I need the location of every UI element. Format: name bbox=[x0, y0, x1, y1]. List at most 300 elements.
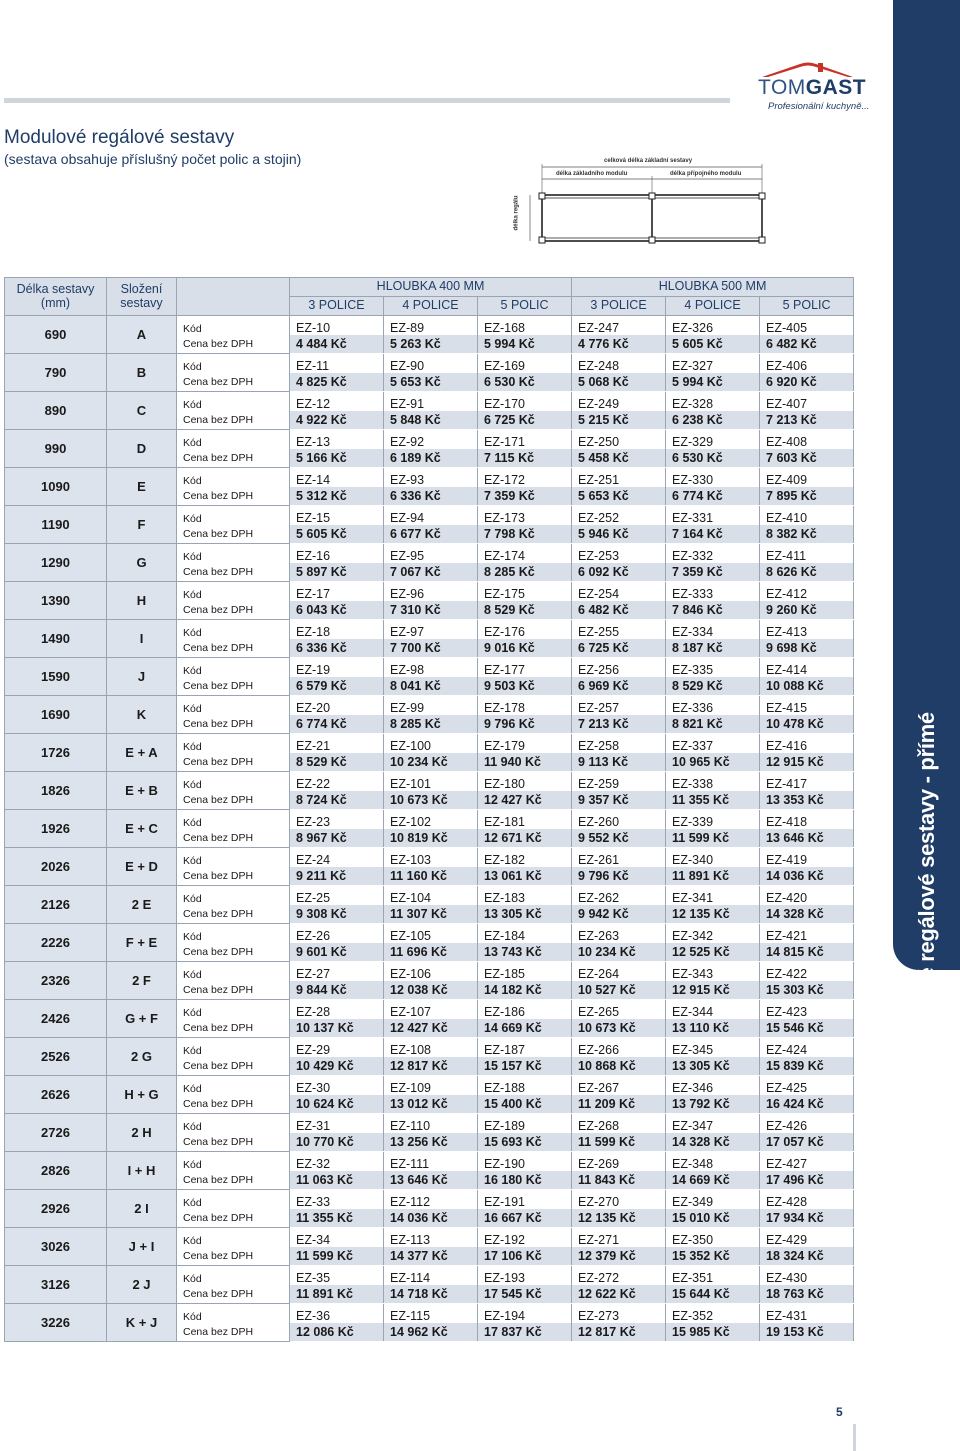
header-row-groups bbox=[5, 278, 854, 297]
price-cell: 14 328 Kč bbox=[760, 905, 854, 924]
code-label: Kód bbox=[177, 544, 290, 563]
price-cell: 9 942 Kč bbox=[572, 905, 666, 924]
code-cell: EZ-17 bbox=[290, 582, 384, 601]
table-row bbox=[5, 734, 854, 753]
code-cell: EZ-111 bbox=[384, 1152, 478, 1171]
price-label: Cena bez DPH bbox=[177, 753, 290, 772]
code-cell: EZ-411 bbox=[760, 544, 854, 563]
price-cell: 6 092 Kč bbox=[572, 563, 666, 582]
price-cell: 10 624 Kč bbox=[290, 1095, 384, 1114]
code-cell: EZ-265 bbox=[572, 1000, 666, 1019]
price-label: Cena bez DPH bbox=[177, 411, 290, 430]
price-cell: 5 215 Kč bbox=[572, 411, 666, 430]
code-cell: EZ-106 bbox=[384, 962, 478, 981]
diagram-base-label: délka základního modulu bbox=[556, 171, 628, 177]
code-cell: EZ-405 bbox=[760, 316, 854, 335]
price-cell: 6 920 Kč bbox=[760, 373, 854, 392]
code-cell: EZ-425 bbox=[760, 1076, 854, 1095]
code-cell: EZ-416 bbox=[760, 734, 854, 753]
price-cell: 15 985 Kč bbox=[666, 1323, 760, 1342]
table-row bbox=[5, 544, 854, 563]
price-cell: 14 036 Kč bbox=[384, 1209, 478, 1228]
price-cell: 15 693 Kč bbox=[478, 1133, 572, 1152]
length-cell: 790 bbox=[5, 354, 107, 392]
code-cell: EZ-29 bbox=[290, 1038, 384, 1057]
price-label: Cena bez DPH bbox=[177, 867, 290, 886]
table-row bbox=[5, 924, 854, 943]
price-cell: 9 503 Kč bbox=[478, 677, 572, 696]
code-cell: EZ-327 bbox=[666, 354, 760, 373]
code-cell: EZ-110 bbox=[384, 1114, 478, 1133]
code-cell: EZ-102 bbox=[384, 810, 478, 829]
code-cell: EZ-419 bbox=[760, 848, 854, 867]
price-cell: 6 774 Kč bbox=[290, 715, 384, 734]
sidebar-title: Modulové regálové sestavy - přímé bbox=[913, 712, 939, 1068]
header-shelf-count: 4 POLICE bbox=[666, 297, 760, 316]
code-cell: EZ-273 bbox=[572, 1304, 666, 1323]
price-cell: 5 458 Kč bbox=[572, 449, 666, 468]
code-cell: EZ-98 bbox=[384, 658, 478, 677]
code-label: Kód bbox=[177, 772, 290, 791]
code-cell: EZ-409 bbox=[760, 468, 854, 487]
code-cell: EZ-326 bbox=[666, 316, 760, 335]
price-cell: 10 770 Kč bbox=[290, 1133, 384, 1152]
code-cell: EZ-335 bbox=[666, 658, 760, 677]
price-cell: 12 427 Kč bbox=[384, 1019, 478, 1038]
price-cell: 6 579 Kč bbox=[290, 677, 384, 696]
price-cell: 13 305 Kč bbox=[666, 1057, 760, 1076]
composition-cell: G + F bbox=[107, 1000, 177, 1038]
price-cell: 6 043 Kč bbox=[290, 601, 384, 620]
price-cell: 10 234 Kč bbox=[384, 753, 478, 772]
table-row bbox=[5, 1114, 854, 1133]
code-cell: EZ-268 bbox=[572, 1114, 666, 1133]
code-cell: EZ-427 bbox=[760, 1152, 854, 1171]
price-label: Cena bez DPH bbox=[177, 1095, 290, 1114]
code-cell: EZ-22 bbox=[290, 772, 384, 791]
code-cell: EZ-414 bbox=[760, 658, 854, 677]
table-row bbox=[5, 430, 854, 449]
code-cell: EZ-184 bbox=[478, 924, 572, 943]
price-cell: 10 673 Kč bbox=[384, 791, 478, 810]
price-cell: 7 603 Kč bbox=[760, 449, 854, 468]
price-label: Cena bez DPH bbox=[177, 1133, 290, 1152]
code-cell: EZ-258 bbox=[572, 734, 666, 753]
price-cell: 12 427 Kč bbox=[478, 791, 572, 810]
price-cell: 6 238 Kč bbox=[666, 411, 760, 430]
length-cell: 690 bbox=[5, 316, 107, 354]
table-row bbox=[5, 696, 854, 715]
price-cell: 9 357 Kč bbox=[572, 791, 666, 810]
code-cell: EZ-270 bbox=[572, 1190, 666, 1209]
price-cell: 7 359 Kč bbox=[478, 487, 572, 506]
price-cell: 12 817 Kč bbox=[572, 1323, 666, 1342]
table-row bbox=[5, 468, 854, 487]
price-cell: 8 724 Kč bbox=[290, 791, 384, 810]
price-cell: 6 336 Kč bbox=[384, 487, 478, 506]
logo-tom: TOM bbox=[758, 76, 806, 99]
code-cell: EZ-252 bbox=[572, 506, 666, 525]
composition-cell: E + B bbox=[107, 772, 177, 810]
code-cell: EZ-330 bbox=[666, 468, 760, 487]
code-label: Kód bbox=[177, 1038, 290, 1057]
price-cell: 11 599 Kč bbox=[572, 1133, 666, 1152]
code-cell: EZ-253 bbox=[572, 544, 666, 563]
price-cell: 8 529 Kč bbox=[666, 677, 760, 696]
price-cell: 11 063 Kč bbox=[290, 1171, 384, 1190]
code-cell: EZ-346 bbox=[666, 1076, 760, 1095]
price-cell: 7 164 Kč bbox=[666, 525, 760, 544]
price-cell: 13 012 Kč bbox=[384, 1095, 478, 1114]
code-label: Kód bbox=[177, 1076, 290, 1095]
length-cell: 990 bbox=[5, 430, 107, 468]
composition-cell: E + A bbox=[107, 734, 177, 772]
code-cell: EZ-101 bbox=[384, 772, 478, 791]
code-cell: EZ-89 bbox=[384, 316, 478, 335]
logo-wordmark bbox=[758, 76, 866, 100]
price-cell: 11 355 Kč bbox=[290, 1209, 384, 1228]
table-row bbox=[5, 886, 854, 905]
table-row bbox=[5, 962, 854, 981]
code-label: Kód bbox=[177, 392, 290, 411]
price-cell: 11 696 Kč bbox=[384, 943, 478, 962]
code-cell: EZ-174 bbox=[478, 544, 572, 563]
table-row bbox=[5, 1190, 854, 1209]
length-cell: 2226 bbox=[5, 924, 107, 962]
code-cell: EZ-108 bbox=[384, 1038, 478, 1057]
price-cell: 5 312 Kč bbox=[290, 487, 384, 506]
price-cell: 12 135 Kč bbox=[666, 905, 760, 924]
table-row bbox=[5, 1076, 854, 1095]
code-cell: EZ-105 bbox=[384, 924, 478, 943]
code-cell: EZ-415 bbox=[760, 696, 854, 715]
composition-cell: I + H bbox=[107, 1152, 177, 1190]
code-label: Kód bbox=[177, 886, 290, 905]
code-cell: EZ-178 bbox=[478, 696, 572, 715]
code-cell: EZ-341 bbox=[666, 886, 760, 905]
code-cell: EZ-345 bbox=[666, 1038, 760, 1057]
code-cell: EZ-256 bbox=[572, 658, 666, 677]
price-cell: 8 626 Kč bbox=[760, 563, 854, 582]
top-rule bbox=[4, 98, 730, 103]
price-label: Cena bez DPH bbox=[177, 335, 290, 354]
price-cell: 17 106 Kč bbox=[478, 1247, 572, 1266]
price-cell: 16 667 Kč bbox=[478, 1209, 572, 1228]
price-label: Cena bez DPH bbox=[177, 1285, 290, 1304]
code-cell: EZ-170 bbox=[478, 392, 572, 411]
length-cell: 2026 bbox=[5, 848, 107, 886]
price-cell: 11 355 Kč bbox=[666, 791, 760, 810]
price-cell: 6 677 Kč bbox=[384, 525, 478, 544]
price-cell: 4 922 Kč bbox=[290, 411, 384, 430]
price-cell: 7 846 Kč bbox=[666, 601, 760, 620]
table-row bbox=[5, 392, 854, 411]
code-cell: EZ-429 bbox=[760, 1228, 854, 1247]
price-cell: 5 653 Kč bbox=[572, 487, 666, 506]
code-cell: EZ-407 bbox=[760, 392, 854, 411]
price-cell: 14 962 Kč bbox=[384, 1323, 478, 1342]
length-cell: 2326 bbox=[5, 962, 107, 1000]
price-cell: 10 429 Kč bbox=[290, 1057, 384, 1076]
shelf-diagram bbox=[512, 155, 770, 245]
length-cell: 1190 bbox=[5, 506, 107, 544]
length-cell: 1090 bbox=[5, 468, 107, 506]
code-label: Kód bbox=[177, 1190, 290, 1209]
price-label: Cena bez DPH bbox=[177, 563, 290, 582]
code-cell: EZ-177 bbox=[478, 658, 572, 677]
header-composition: Složení sestavy bbox=[107, 278, 177, 316]
price-cell: 12 525 Kč bbox=[666, 943, 760, 962]
price-cell: 14 718 Kč bbox=[384, 1285, 478, 1304]
code-cell: EZ-421 bbox=[760, 924, 854, 943]
page-title: Modulové regálové sestavy bbox=[4, 127, 235, 148]
price-cell: 8 041 Kč bbox=[384, 677, 478, 696]
price-label: Cena bez DPH bbox=[177, 1019, 290, 1038]
price-cell: 8 529 Kč bbox=[290, 753, 384, 772]
code-cell: EZ-424 bbox=[760, 1038, 854, 1057]
code-cell: EZ-188 bbox=[478, 1076, 572, 1095]
code-label: Kód bbox=[177, 924, 290, 943]
price-cell: 17 934 Kč bbox=[760, 1209, 854, 1228]
price-cell: 7 310 Kč bbox=[384, 601, 478, 620]
price-cell: 7 798 Kč bbox=[478, 525, 572, 544]
composition-cell: E + C bbox=[107, 810, 177, 848]
code-cell: EZ-344 bbox=[666, 1000, 760, 1019]
code-cell: EZ-12 bbox=[290, 392, 384, 411]
price-cell: 15 400 Kč bbox=[478, 1095, 572, 1114]
code-cell: EZ-349 bbox=[666, 1190, 760, 1209]
code-label: Kód bbox=[177, 430, 290, 449]
price-cell: 7 213 Kč bbox=[572, 715, 666, 734]
bottom-rule bbox=[853, 1424, 856, 1451]
price-cell: 16 424 Kč bbox=[760, 1095, 854, 1114]
price-cell: 7 700 Kč bbox=[384, 639, 478, 658]
code-cell: EZ-16 bbox=[290, 544, 384, 563]
shelf-diagram-drawing bbox=[512, 155, 770, 245]
length-cell: 2826 bbox=[5, 1152, 107, 1190]
code-label: Kód bbox=[177, 582, 290, 601]
price-cell: 12 135 Kč bbox=[572, 1209, 666, 1228]
code-label: Kód bbox=[177, 734, 290, 753]
code-label: Kód bbox=[177, 1152, 290, 1171]
price-cell: 8 821 Kč bbox=[666, 715, 760, 734]
code-cell: EZ-32 bbox=[290, 1152, 384, 1171]
price-cell: 5 848 Kč bbox=[384, 411, 478, 430]
length-cell: 3226 bbox=[5, 1304, 107, 1342]
price-cell: 18 763 Kč bbox=[760, 1285, 854, 1304]
code-cell: EZ-339 bbox=[666, 810, 760, 829]
code-cell: EZ-343 bbox=[666, 962, 760, 981]
tomgast-logo bbox=[752, 60, 870, 115]
code-cell: EZ-172 bbox=[478, 468, 572, 487]
composition-cell: H bbox=[107, 582, 177, 620]
composition-cell: K bbox=[107, 696, 177, 734]
code-cell: EZ-175 bbox=[478, 582, 572, 601]
price-cell: 11 599 Kč bbox=[666, 829, 760, 848]
price-cell: 8 285 Kč bbox=[384, 715, 478, 734]
code-label: Kód bbox=[177, 468, 290, 487]
table-row bbox=[5, 658, 854, 677]
price-cell: 15 157 Kč bbox=[478, 1057, 572, 1076]
composition-cell: A bbox=[107, 316, 177, 354]
length-cell: 2726 bbox=[5, 1114, 107, 1152]
code-cell: EZ-350 bbox=[666, 1228, 760, 1247]
price-cell: 11 599 Kč bbox=[290, 1247, 384, 1266]
header-blank bbox=[177, 278, 290, 316]
code-cell: EZ-417 bbox=[760, 772, 854, 791]
price-cell: 10 527 Kč bbox=[572, 981, 666, 1000]
code-label: Kód bbox=[177, 506, 290, 525]
price-cell: 6 725 Kč bbox=[478, 411, 572, 430]
code-cell: EZ-25 bbox=[290, 886, 384, 905]
price-cell: 11 160 Kč bbox=[384, 867, 478, 886]
price-cell: 12 622 Kč bbox=[572, 1285, 666, 1304]
price-cell: 11 209 Kč bbox=[572, 1095, 666, 1114]
code-cell: EZ-352 bbox=[666, 1304, 760, 1323]
price-label: Cena bez DPH bbox=[177, 715, 290, 734]
diagram-total-label: celková délka základní sestavy bbox=[604, 158, 693, 164]
length-cell: 1926 bbox=[5, 810, 107, 848]
code-cell: EZ-179 bbox=[478, 734, 572, 753]
code-cell: EZ-271 bbox=[572, 1228, 666, 1247]
price-label: Cena bez DPH bbox=[177, 525, 290, 544]
price-cell: 13 353 Kč bbox=[760, 791, 854, 810]
code-cell: EZ-430 bbox=[760, 1266, 854, 1285]
code-cell: EZ-410 bbox=[760, 506, 854, 525]
code-cell: EZ-336 bbox=[666, 696, 760, 715]
code-cell: EZ-337 bbox=[666, 734, 760, 753]
code-cell: EZ-97 bbox=[384, 620, 478, 639]
code-cell: EZ-18 bbox=[290, 620, 384, 639]
code-cell: EZ-180 bbox=[478, 772, 572, 791]
price-cell: 12 086 Kč bbox=[290, 1323, 384, 1342]
table-row bbox=[5, 316, 854, 335]
price-label: Cena bez DPH bbox=[177, 601, 290, 620]
code-cell: EZ-35 bbox=[290, 1266, 384, 1285]
price-cell: 11 307 Kč bbox=[384, 905, 478, 924]
price-cell: 14 815 Kč bbox=[760, 943, 854, 962]
price-cell: 13 305 Kč bbox=[478, 905, 572, 924]
price-cell: 12 817 Kč bbox=[384, 1057, 478, 1076]
table-row bbox=[5, 1304, 854, 1323]
length-cell: 1490 bbox=[5, 620, 107, 658]
composition-cell: D bbox=[107, 430, 177, 468]
price-cell: 5 994 Kč bbox=[478, 335, 572, 354]
length-cell: 1826 bbox=[5, 772, 107, 810]
code-cell: EZ-348 bbox=[666, 1152, 760, 1171]
length-cell: 1390 bbox=[5, 582, 107, 620]
price-cell: 5 653 Kč bbox=[384, 373, 478, 392]
table-row bbox=[5, 1152, 854, 1171]
price-cell: 14 669 Kč bbox=[666, 1171, 760, 1190]
composition-cell: J bbox=[107, 658, 177, 696]
diagram-extra-label: délka přípojného modulu bbox=[670, 171, 742, 177]
code-cell: EZ-332 bbox=[666, 544, 760, 563]
price-table bbox=[4, 277, 854, 1342]
code-cell: EZ-255 bbox=[572, 620, 666, 639]
price-cell: 5 994 Kč bbox=[666, 373, 760, 392]
price-cell: 17 545 Kč bbox=[478, 1285, 572, 1304]
code-cell: EZ-33 bbox=[290, 1190, 384, 1209]
table-row bbox=[5, 506, 854, 525]
price-cell: 14 377 Kč bbox=[384, 1247, 478, 1266]
price-cell: 19 153 Kč bbox=[760, 1323, 854, 1342]
price-cell: 10 868 Kč bbox=[572, 1057, 666, 1076]
price-cell: 9 796 Kč bbox=[478, 715, 572, 734]
price-label: Cena bez DPH bbox=[177, 791, 290, 810]
price-label: Cena bez DPH bbox=[177, 943, 290, 962]
header-shelf-count: 4 POLICE bbox=[384, 297, 478, 316]
code-cell: EZ-28 bbox=[290, 1000, 384, 1019]
code-cell: EZ-329 bbox=[666, 430, 760, 449]
price-cell: 18 324 Kč bbox=[760, 1247, 854, 1266]
code-cell: EZ-262 bbox=[572, 886, 666, 905]
code-cell: EZ-113 bbox=[384, 1228, 478, 1247]
length-cell: 890 bbox=[5, 392, 107, 430]
length-cell: 1590 bbox=[5, 658, 107, 696]
composition-cell: E + D bbox=[107, 848, 177, 886]
code-cell: EZ-423 bbox=[760, 1000, 854, 1019]
code-cell: EZ-251 bbox=[572, 468, 666, 487]
price-cell: 7 895 Kč bbox=[760, 487, 854, 506]
price-cell: 6 336 Kč bbox=[290, 639, 384, 658]
price-cell: 15 546 Kč bbox=[760, 1019, 854, 1038]
code-cell: EZ-91 bbox=[384, 392, 478, 411]
table-row bbox=[5, 354, 854, 373]
code-cell: EZ-185 bbox=[478, 962, 572, 981]
code-cell: EZ-99 bbox=[384, 696, 478, 715]
sidebar-band bbox=[893, 0, 960, 1068]
code-cell: EZ-92 bbox=[384, 430, 478, 449]
code-cell: EZ-183 bbox=[478, 886, 572, 905]
length-cell: 2126 bbox=[5, 886, 107, 924]
price-cell: 5 605 Kč bbox=[290, 525, 384, 544]
composition-cell: K + J bbox=[107, 1304, 177, 1342]
table-row bbox=[5, 1228, 854, 1247]
code-label: Kód bbox=[177, 316, 290, 335]
code-cell: EZ-347 bbox=[666, 1114, 760, 1133]
code-cell: EZ-431 bbox=[760, 1304, 854, 1323]
code-cell: EZ-428 bbox=[760, 1190, 854, 1209]
table-row bbox=[5, 1000, 854, 1019]
code-cell: EZ-420 bbox=[760, 886, 854, 905]
price-cell: 9 601 Kč bbox=[290, 943, 384, 962]
code-cell: EZ-186 bbox=[478, 1000, 572, 1019]
price-cell: 16 180 Kč bbox=[478, 1171, 572, 1190]
code-label: Kód bbox=[177, 1304, 290, 1323]
length-cell: 1690 bbox=[5, 696, 107, 734]
price-cell: 12 671 Kč bbox=[478, 829, 572, 848]
price-cell: 5 068 Kč bbox=[572, 373, 666, 392]
code-cell: EZ-267 bbox=[572, 1076, 666, 1095]
code-cell: EZ-13 bbox=[290, 430, 384, 449]
code-cell: EZ-342 bbox=[666, 924, 760, 943]
code-cell: EZ-334 bbox=[666, 620, 760, 639]
logo-slogan: Profesionální kuchyně... bbox=[768, 101, 870, 112]
page-subtitle: (sestava obsahuje příslušný počet polic a stojin) bbox=[4, 151, 302, 167]
price-cell: 6 530 Kč bbox=[478, 373, 572, 392]
code-cell: EZ-30 bbox=[290, 1076, 384, 1095]
price-label: Cena bez DPH bbox=[177, 1171, 290, 1190]
price-cell: 6 189 Kč bbox=[384, 449, 478, 468]
code-cell: EZ-182 bbox=[478, 848, 572, 867]
price-cell: 13 110 Kč bbox=[666, 1019, 760, 1038]
price-cell: 11 843 Kč bbox=[572, 1171, 666, 1190]
code-cell: EZ-171 bbox=[478, 430, 572, 449]
header-shelf-count: 5 POLIC bbox=[760, 297, 854, 316]
code-cell: EZ-418 bbox=[760, 810, 854, 829]
composition-cell: 2 H bbox=[107, 1114, 177, 1152]
